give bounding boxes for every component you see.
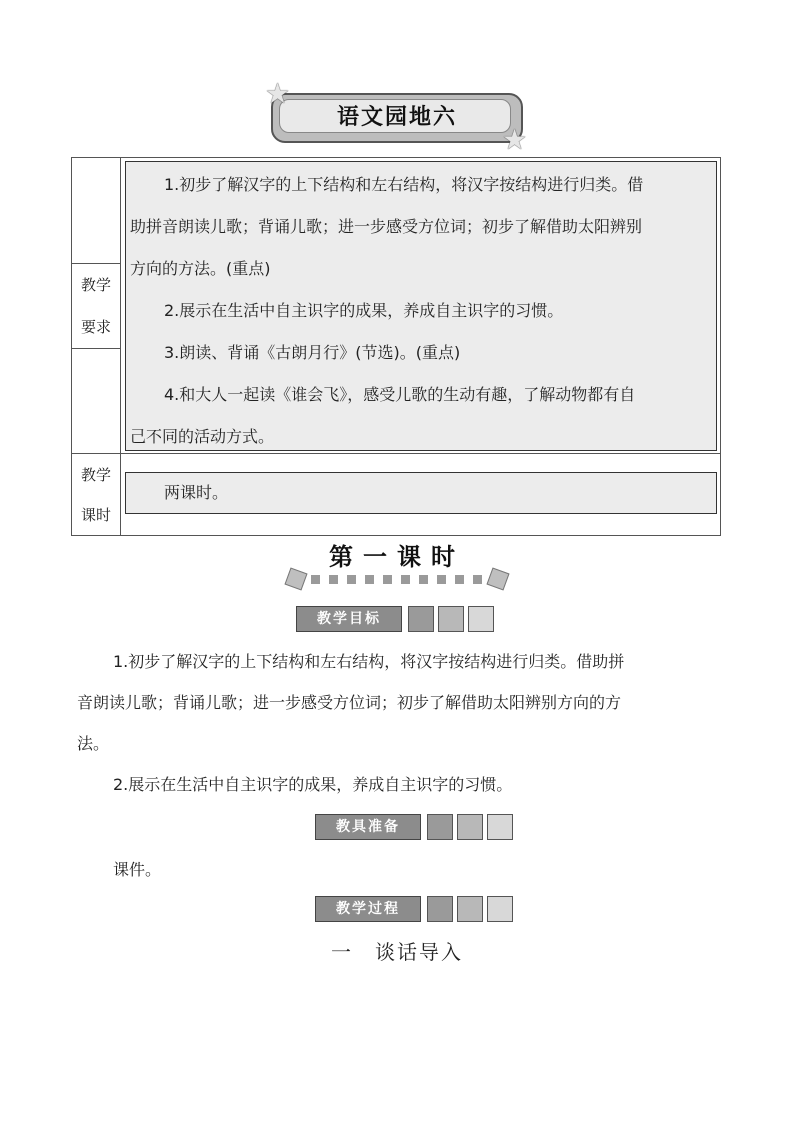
table-divider	[120, 158, 121, 535]
prep-text: 课件。	[113, 860, 162, 879]
divider-dot	[365, 575, 374, 584]
tag-block	[487, 814, 513, 840]
requirement-line: 3.朗读、背诵《古朗月行》(节选)。(重点)	[164, 343, 461, 362]
tag-block	[457, 896, 483, 922]
requirements-box	[125, 161, 717, 451]
divider-cap	[486, 567, 509, 590]
goals-tag-label: 教学目标	[296, 606, 402, 632]
lesson-title: 第一课时	[329, 543, 465, 571]
divider-dot	[347, 575, 356, 584]
requirements-label-line2: 要求	[80, 318, 111, 336]
tag-block	[427, 814, 453, 840]
star-icon: ★	[502, 123, 528, 156]
requirement-line: 助拼音朗读儿歌；背诵儿歌；进一步感受方位词；初步了解借助太阳辨别	[130, 217, 643, 236]
goal-line: 音朗读儿歌；背诵儿歌；进一步感受方位词；初步了解借助太阳辨别方向的方	[77, 693, 622, 712]
hours-label-line1: 教学	[80, 466, 111, 484]
hours-box	[125, 472, 717, 514]
requirements-label-line1: 教学	[80, 276, 111, 294]
hours-label-line2: 课时	[80, 506, 111, 524]
divider-dot	[473, 575, 482, 584]
requirement-line: 4.和大人一起读《谁会飞》，感受儿歌的生动有趣，了解动物都有自	[164, 385, 636, 404]
divider-dot	[401, 575, 410, 584]
lesson-info-table	[71, 157, 721, 536]
tag-block	[468, 606, 494, 632]
divider-dot	[419, 575, 428, 584]
tag-block	[487, 896, 513, 922]
divider-dot	[311, 575, 320, 584]
goal-line: 2.展示在生活中自主识字的成果，养成自主识字的习惯。	[113, 775, 513, 794]
tag-block	[427, 896, 453, 922]
requirement-line: 方向的方法。(重点)	[130, 259, 271, 278]
tag-block	[438, 606, 464, 632]
goal-line: 法。	[77, 734, 110, 753]
divider-dot	[329, 575, 338, 584]
requirement-line: 己不同的活动方式。	[130, 427, 275, 446]
prep-tag-label: 教具准备	[315, 814, 421, 840]
hours-value: 两课时。	[164, 483, 229, 502]
divider-dot	[383, 575, 392, 584]
requirement-line: 2.展示在生活中自主识字的成果，养成自主识字的习惯。	[164, 301, 564, 320]
requirement-line: 1.初步了解汉字的上下结构和左右结构，将汉字按结构进行归类。借	[164, 175, 644, 194]
tag-block	[457, 814, 483, 840]
section-subheading: 一 谈话导入	[331, 940, 463, 964]
divider-dot	[437, 575, 446, 584]
section-banner	[271, 93, 523, 143]
star-icon: ★	[265, 77, 291, 110]
divider-cap	[284, 567, 307, 590]
title-divider	[287, 569, 507, 591]
tag-block	[408, 606, 434, 632]
label-divider	[72, 348, 120, 349]
divider-dot	[455, 575, 464, 584]
goal-line: 1.初步了解汉字的上下结构和左右结构，将汉字按结构进行归类。借助拼	[113, 652, 625, 671]
page-title: 语文园地六	[336, 105, 457, 130]
process-tag-label: 教学过程	[315, 896, 421, 922]
